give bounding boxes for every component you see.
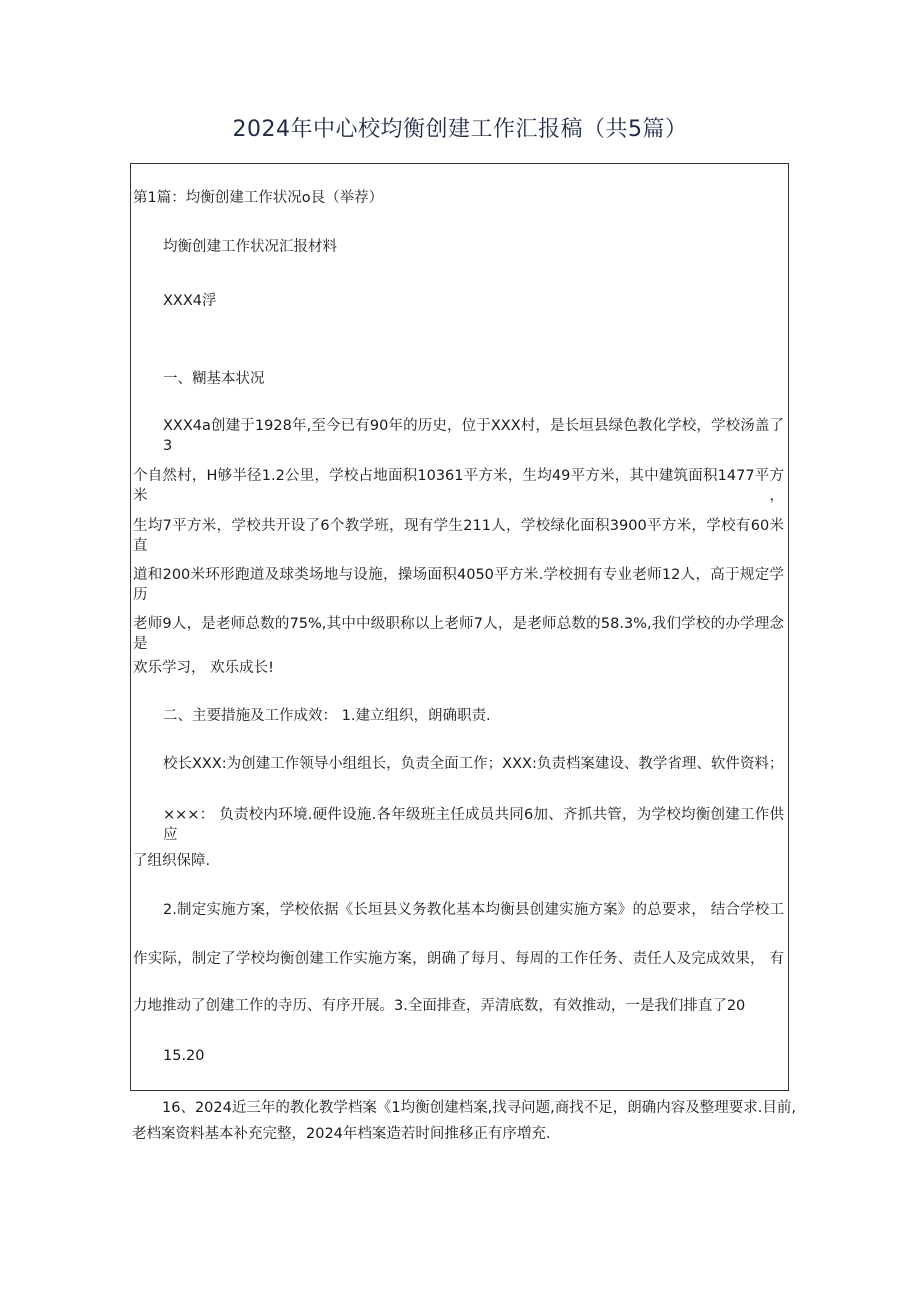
paragraph-line: ×××： 负责校内环境.硬件设施.各年级班主任成员共同6加、齐抓共管，为学校均衡创建工作供应 <box>163 807 784 843</box>
document-title: 2024年中心校均衡创建工作汇报稿（共5篇） <box>232 117 688 142</box>
page-reference: 15.20 <box>163 1048 205 1064</box>
content-frame <box>130 163 789 1091</box>
trailing-paragraph-line: 老档案资料基本补充完整，2024年档案造若时间推移正有序増充. <box>132 1126 551 1142</box>
paragraph-line: 道和200米环形跑道及球类场地与设施，操场面积4050平方米.学校拥有专业老师12人，高于规定学历 <box>133 567 784 603</box>
section-heading-2: 二、主要措施及工作成效： 1.建立组织，朗确职责. <box>163 708 491 724</box>
report-subtitle: 均衡创建工作状况汇报材料 <box>163 239 337 255</box>
paragraph-line: 2.制定实施方案，学校依据《长垣县义务教化基本均衡县创建实施方案》的总要求， 结合学校工 <box>163 902 784 918</box>
author-line: XXX4浮 <box>163 293 217 309</box>
trailing-paragraph-line: 16、2024近三年的教化教学档案《1均衡创建档案,找寻问题,商找不足，朗确内容及整理要求.目前, <box>162 1100 797 1116</box>
paragraph-line: 欢乐学习， 欢乐成长! <box>133 660 274 676</box>
paragraph-line: 个自然村，H够半径1.2公里，学校占地面积10361平方米，生均49平方米，其中建筑面积1477平方米， <box>133 468 784 504</box>
paragraph-line: 校长XXX:为创建工作领导小组组长，负责全面工作；XXX:负责档案建设、教学省理、软件资料； <box>163 756 784 772</box>
paragraph-line: 作实际，制定了学校均衡创建工作实施方案，朗确了每月、每周的工作任务、责任人及完成效果， 有 <box>133 951 784 967</box>
paragraph-line: XXX4a创建于1928年,至今已有90年的历史，位于XXX村，是长垣县绿色教化学校，学校汤盖了3 <box>163 418 784 454</box>
paragraph-line: 力地推动了创建工作的寺历、有序开展。3.全面排查，弄清底数，有效推动，一是我们排直了20 <box>133 998 746 1014</box>
chapter-heading: 第1篇：均衡创建工作状况o艮（举荐） <box>133 190 384 206</box>
paragraph-line: 老师9人，是老师总数的75%,其中中级职称以上老师7人，是老师总数的58.3%,我们学校的办学理念是 <box>133 616 784 652</box>
section-heading-1: 一、糊基本状况 <box>163 371 265 387</box>
paragraph-line: 了组织保障. <box>133 853 211 869</box>
paragraph-line: 生均7平方米，学校共开设了6个教学班，现有学生211人，学校绿化面积3900平方米，学校有60米直 <box>133 518 784 554</box>
